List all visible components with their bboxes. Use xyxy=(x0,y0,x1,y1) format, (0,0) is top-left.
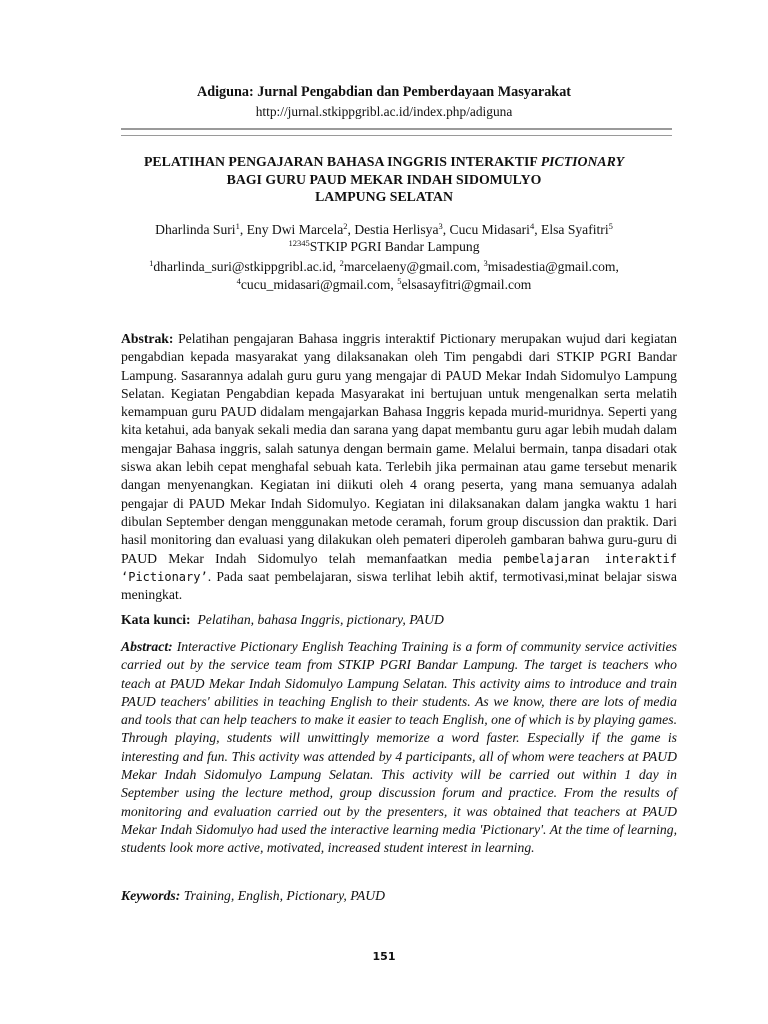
journal-url[interactable]: http://jurnal.stkippgribl.ac.id/index.php/adiguna xyxy=(255,104,513,119)
author-email[interactable]: $^1$dharlinda_suri@stkippgribl.ac.id xyxy=(149,258,333,274)
author-email[interactable]: $^2$marcelaeny@gmail.com xyxy=(339,258,477,274)
author: Destia Herlisya$^3$, xyxy=(354,221,450,237)
author: Eny Dwi Marcela$^2$, xyxy=(246,221,355,237)
author: Cucu Midasari$^4$, xyxy=(449,221,542,237)
author-email[interactable]: $^4$cucu_midasari@gmail.com xyxy=(236,276,391,292)
header-divider-thin xyxy=(121,135,672,136)
journal-title: Adiguna: Jurnal Pengabdian dan Pemberdayaan Masyarakat xyxy=(196,84,572,100)
author-list xyxy=(0,222,768,238)
affiliation: $^{12345}$STKIP PGRI Bandar Lampung xyxy=(288,238,480,254)
page-number: 151 xyxy=(372,950,396,963)
abstract-paragraph: Abstract: Interactive Pictionary English Teaching Training is a form of community service activities carried out by the service team from STKIP PGRI Bandar Lampung. The target is teachers who teach at PAUD Mekar Indah Sidomulyo Lampung Selatan. This activity aims to introduce and train PAUD teachers' abilities in teaching English to their students. As we know, there are lots of media and tools that can help teachers to make it easier to teach English, one of which is by playing games. Through playing, students will unwittingly memorize a word faster. Especially if the game is interesting and fun. This activity was attended by 4 participants, all of whom were teachers at PAUD Mekar Indah Sidomulyo Lampung Selatan. This activity will be carried out within 1 day in September using the lecture method, group discussion forum and practice. From the results of monitoring and evaluation carried out by the presenters, it was obtained that teachers at PAUD Mekar Indah Sidomulyo had used the interactive learning media 'Pictionary'. At the time of learning, students look more active, motivated, increased student interest in learning. xyxy=(121,639,677,856)
abstrak-label: Abstrak: xyxy=(121,331,174,346)
abstrak-paragraph: Abstrak: Pelatihan pengajaran Bahasa inggris interaktif Pictionary merupakan wujud dari kegiatan pengabdian kepada masyarakat yang dilaksanakan oleh Tim pengabdi dari STKIP PGRI Bandar Lampung. Sasarannya adalah guru guru yang mengajar di PAUD Mekar Indah Sidomulyo Lampung Selatan. Kegiatan Pengabdian kepada Masyarakat ini bertujuan untuk mengenalkan serta melatih kemampuan guru PAUD didalam mengajarkan Bahasa Inggris kepada murid-muridnya. Seperti yang kita ketahui, ada banyak sekali media dan sarana yang dapat membantu guru agar lebih mudah dalam mengajar Bahasa inggris, salah satunya dengan bermain game. Melalui bermain, tanpa disadari otak siswa akan lebih cepat menghafal sebuah kata. Terlebih jika permainan atau game tersebut menarik dangan menyenangkan. Kegiatan ini diikuti oleh 4 orang peserta, yang mana semuanya adalah pengajar di PAUD Mekar Indah Sidomulyo. Kegiatan ini dilaksanakan dalam jangka waktu 1 hari dibulan September dengan menggunakan metode ceramah, forum group discussion dan praktik. Dari hasil monitoring dan evaluasi yang dilakukan oleh pemateri diperoleh gambaran bahwa guru-guru di PAUD Mekar Indah Sidomulyo telah memanfaatkan media pembelajaran interaktif ‘Pictionary’. Pada saat pembelajaran, siswa terlihat lebih aktif, termotivasi,minat belajar siswa meningkat. xyxy=(121,331,677,603)
abstract-label: Abstract: xyxy=(121,639,173,654)
paper-title xyxy=(0,153,768,206)
paper-title-line-3: LAMPUNG SELATAN xyxy=(315,189,453,204)
author: Elsa Syafitri$^5$ xyxy=(541,221,613,237)
email-line-2: $^4$cucu_midasari@gmail.com, $^5$elsasayfitri@gmail.com xyxy=(236,276,532,292)
email-list xyxy=(0,258,768,294)
kata-kunci-label: Kata kunci: xyxy=(121,612,191,627)
keywords: Keywords: Training, English, Pictionary, PAUD xyxy=(121,888,386,903)
email-line-1: $^1$dharlinda_suri@stkippgribl.ac.id, $^2$marcelaeny@gmail.com, $^3$misadestia@gmail.com, xyxy=(149,258,619,274)
paper-title-line-1: PELATIHAN PENGAJARAN BAHASA INGGRIS INTERAKTIF PICTIONARY xyxy=(143,154,625,169)
header-divider-thick xyxy=(121,128,672,130)
keywords-label: Keywords: xyxy=(121,888,181,903)
author-email[interactable]: $^3$misadestia@gmail.com xyxy=(483,258,616,274)
kata-kunci: Kata kunci: Pelatihan, bahasa Inggris, pictionary, PAUD xyxy=(121,612,444,627)
author: Dharlinda Suri$^1$, xyxy=(155,221,247,237)
paper-title-line-2: BAGI GURU PAUD MEKAR INDAH SIDOMULYO xyxy=(226,171,542,187)
author-email[interactable]: $^5$elsasayfitri@gmail.com xyxy=(397,276,532,292)
